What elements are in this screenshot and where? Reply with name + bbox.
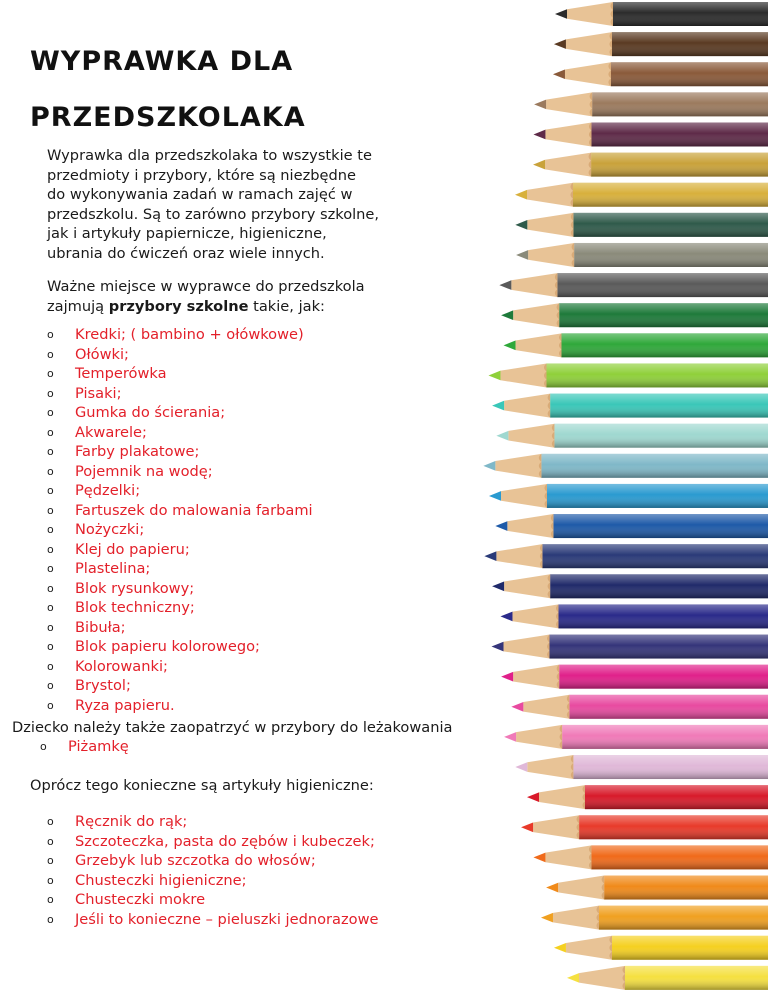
intro-line: jak i artykuły papiernicze, higieniczne, [47,225,327,242]
list-item-label: Pojemnik na wodę; [75,462,213,480]
bullet-icon: o [47,562,54,575]
pencil-icon [533,845,768,869]
list-item-label: Ołówki; [75,345,129,363]
list-item [47,384,313,404]
bullet-icon: o [47,620,54,634]
intro-line: ubrania do ćwiczeń oraz wiele innych. [47,244,325,262]
rest-supplies-text: Dziecko należy także zaopatrzyć w przybory do leżakowania [12,719,453,736]
bullet-icon: o [47,328,54,341]
bullet-icon: o [47,815,54,828]
pencil-icon [521,815,768,839]
list-item-label: Klej do papieru; [75,540,190,558]
list-item-label: Gumka do ścierania; [75,404,226,421]
pencil-icon [501,665,768,689]
list-item-label: Kolorowanki; [75,657,168,675]
bullet-icon: o [47,523,54,536]
list-item-label: Chusteczki higieniczne; [75,871,247,889]
pencil-icon [504,333,768,357]
bullet-icon: o [47,464,54,478]
list-item [47,520,313,540]
bullet-icon: o [47,581,54,595]
list-item [47,696,313,716]
bullet-icon: o [47,834,54,848]
list-item [47,481,313,501]
list-item [47,832,378,852]
list-item-label: Blok techniczny; [75,599,195,616]
list-item [47,540,313,560]
pencil-icon [492,574,768,598]
pencil-icon [488,363,768,387]
list-item-label: Ręcznik do rąk; [75,813,188,830]
bullet-icon: o [47,873,54,887]
pencil-icon [554,936,768,960]
bullet-icon: o [47,659,54,673]
list-item [47,442,313,462]
bullet-icon: o [47,503,54,517]
pencil-icon [533,153,768,177]
list-item [47,423,313,443]
list-item-label: Temperówka [75,365,167,382]
list-item-label: Ryza papieru. [75,696,175,714]
list-item-label: Kredki; ( bambino + ołówkowe) [75,326,304,343]
list-item-label: Farby plakatowe; [75,443,200,460]
list-item [47,345,313,365]
intro-line: przedszkolu. Są to zarówno przybory szkolne, [47,205,380,223]
list-item [47,501,313,521]
pencil-icon [553,62,768,86]
school-supplies-list [47,325,313,715]
pencil-icon [541,906,768,930]
pencil-icon [515,213,768,237]
list-item-label: Chusteczki mokre [75,891,206,908]
pencil-icon [515,755,768,779]
lead-text: zajmują [47,297,109,315]
bullet-icon: o [47,347,54,361]
pencil-icon [511,695,768,719]
page-title [30,34,370,146]
pencil-icon [567,966,768,990]
list-item [47,871,378,891]
lead-line: Ważne miejsce w wyprawce do przedszkola [47,278,365,295]
list-item [47,851,378,871]
pencil-icon [501,303,768,327]
list-item-label: Nożyczki; [75,521,145,538]
list-item [40,737,129,757]
list-item [47,364,313,384]
bullet-icon: o [47,445,54,458]
hygiene-supplies-list [47,812,378,929]
intro-line: do wykonywania zadań w ramach zajęć w [47,186,353,203]
pencil-icon [534,92,768,116]
list-item [47,910,378,930]
list-item [47,676,313,696]
pencil-icon [496,424,768,448]
pencil-icon [504,725,768,749]
rest-supplies-list [40,737,129,757]
list-item-label: Jeśli to konieczne – pieluszki jednorazowe [75,910,379,928]
list-item-label: Pędzelki; [75,482,141,499]
list-item [47,618,313,638]
list-item-label: Piżamkę [68,738,129,755]
list-item [47,403,313,423]
pencil-icon [484,544,768,568]
list-item-label: Pisaki; [75,384,122,402]
bullet-icon: o [47,367,54,380]
lead-text: takie, jak: [248,297,325,315]
list-item-label: Grzebyk lub szczotka do włosów; [75,852,316,869]
pencil-icon [516,243,768,267]
list-item-label: Szczoteczka, pasta do zębów i kubeczek; [75,832,375,850]
bullet-icon: o [47,893,54,906]
bullet-icon: o [47,698,54,712]
pencil-icon [527,785,768,809]
title-line: PRZEDSZKOLAKA [30,102,306,133]
bullet-icon: o [47,425,54,439]
pencil-icon [500,604,768,628]
pencil-icon [499,273,768,297]
bullet-icon: o [47,601,54,614]
list-item [47,657,313,677]
pencil-icon [492,635,768,659]
lead-bold-text: przybory szkolne [108,297,249,315]
bullet-icon: o [47,640,54,653]
intro-line: Wyprawka dla przedszkolaka to wszystkie te [47,147,372,164]
bullet-icon: o [47,484,54,497]
list-item [47,579,313,599]
pencil-icon [515,183,768,207]
pencil-icon [495,514,768,538]
list-item-label: Akwarele; [75,423,147,441]
list-item-label: Fartuszek do malowania farbami [75,501,313,519]
list-item [47,812,378,832]
pencil-icon [555,2,768,26]
list-item-label: Plastelina; [75,560,151,577]
bullet-icon: o [47,406,54,419]
list-item-label: Blok papieru kolorowego; [75,638,260,655]
hygiene-supplies-text: Oprócz tego konieczne są artykuły higieniczne: [30,777,374,794]
pencil-icon [489,484,768,508]
list-item-label: Bibuła; [75,618,126,636]
bullet-icon: o [47,542,54,556]
list-item [47,462,313,482]
title-line: WYPRAWKA DLA [30,46,294,77]
pencil-icon [533,122,768,146]
list-item [47,325,313,345]
bullet-icon: o [47,679,54,692]
intro-line: przedmioty i przybory, które są niezbędne [47,166,356,184]
pencil-icon [492,394,768,418]
bullet-icon: o [47,912,54,926]
lead-paragraph [47,277,427,316]
list-item [47,637,313,657]
bullet-icon: o [47,854,54,867]
list-item-label: Brystol; [75,677,131,694]
list-item [47,890,378,910]
list-item [47,598,313,618]
bullet-icon: o [40,740,47,753]
pencil-icon [554,32,768,56]
lead-line [47,297,427,317]
intro-paragraph [47,146,417,263]
list-item [47,559,313,579]
pencil-icon [483,454,768,478]
bullet-icon: o [47,386,54,400]
list-item-label: Blok rysunkowy; [75,579,195,597]
pencil-icon [546,876,768,900]
